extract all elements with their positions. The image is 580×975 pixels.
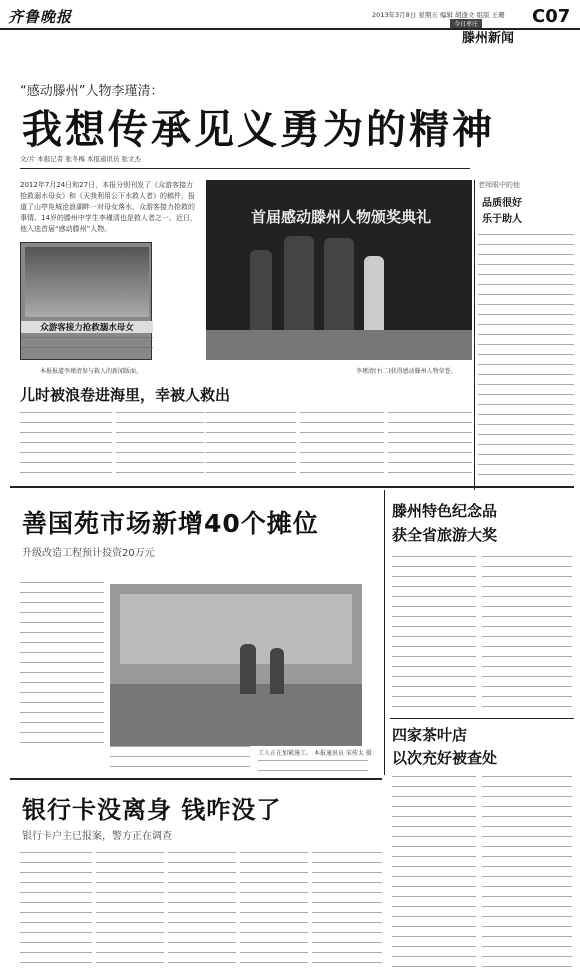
- divider: [10, 486, 574, 488]
- market-caption: 工人正在加紧施工。 本报通讯员 宋传太 摄: [258, 750, 372, 757]
- text-column: [482, 776, 572, 968]
- text-column: [206, 412, 296, 474]
- section-name: 滕州新闻: [462, 31, 515, 46]
- tea-title-1: 四家茶叶店: [392, 726, 468, 744]
- award-photo: [206, 180, 472, 360]
- text-column: [258, 760, 368, 774]
- inset-title: 众游客接力抢救溺水母女: [21, 321, 153, 333]
- person: [250, 250, 272, 330]
- inset-photo: [25, 247, 149, 317]
- lead-subhead: 儿时被浪卷进海里，幸被人救出: [20, 386, 231, 404]
- text-column: [312, 852, 382, 968]
- lead-kicker: “感动滕州”人物李瑾清：: [20, 84, 164, 99]
- sidebar-teacher: [478, 178, 574, 488]
- tea-title-2: 以次充好被查处: [392, 749, 498, 767]
- inset-text: [21, 337, 153, 357]
- text-column: [110, 746, 250, 770]
- text-column: [168, 852, 236, 968]
- sidebar-title-2: 乐于助人: [482, 214, 522, 225]
- text-column: [116, 412, 204, 474]
- lead-intro: 2012年7月24日和27日，本报分别刊发了《众游客接力抢救溺水母女》和《天我利用公下水救人者》的稿件，报道了山亭凫城沧浪湖畔一对母女落水，众游客接力抢救的事情。14岁的滕州中学生李瑾清也是救人者之一。近日，他入选首届“感动滕州”人物。: [20, 181, 197, 233]
- inset-clipping: [20, 242, 152, 360]
- page-number: C07: [532, 6, 571, 27]
- souvenir-title-1: 滕州特色纪念品: [392, 502, 498, 520]
- text-column: [482, 556, 572, 716]
- photo-caption: 李瑾清(右二)获得感动滕州人物荣誉。: [356, 368, 457, 375]
- text-column: [392, 556, 476, 716]
- lead-headline: 我想传承见义勇为的精神: [22, 107, 495, 153]
- divider: [20, 168, 470, 169]
- text-column: [240, 852, 308, 968]
- worker: [240, 644, 256, 694]
- text-column: [20, 852, 92, 968]
- person: [364, 256, 384, 330]
- bank-headline: 银行卡没离身 钱咋没了: [22, 796, 282, 824]
- lead-byline: 文/片 本报记者 张冬梅 本报通讯员 张文杰: [20, 155, 141, 163]
- divider: [10, 778, 382, 780]
- edition-info: 2013年3月8日 星期五 编辑 胡逢文 组版 王珊: [372, 11, 505, 19]
- text-column: [300, 412, 384, 474]
- market-photo: [110, 584, 362, 746]
- divider: [474, 180, 475, 490]
- market-subhead: 升级改造工程预计投资20万元: [22, 548, 155, 559]
- inset-caption: 本报报道李瑾清参与救人的新闻版面。: [40, 368, 143, 375]
- newspaper-logo: 齐鲁晚报: [8, 8, 73, 26]
- market-headline: 善国苑市场新增40个摊位: [22, 509, 319, 538]
- photo-banner: 首届感动滕州人物颁奖典礼: [250, 208, 431, 226]
- bank-subhead: 银行卡户主已报案，警方正在调查: [22, 831, 172, 842]
- divider: [390, 718, 574, 719]
- divider: [384, 490, 385, 775]
- text-column: [392, 776, 476, 968]
- worker: [270, 648, 284, 694]
- stage: [206, 330, 472, 360]
- souvenir-title-2: 获全省旅游大奖: [392, 526, 498, 544]
- sidebar-label: 老师眼中的他: [478, 181, 520, 189]
- sidebar-title-1: 品质很好: [482, 198, 522, 209]
- text-column: [96, 852, 164, 968]
- text-column: [20, 412, 112, 474]
- ground: [110, 684, 362, 746]
- text-column: [388, 412, 472, 474]
- text-column: [20, 582, 104, 752]
- sidebar-text: [478, 234, 574, 484]
- person: [284, 236, 314, 330]
- buildings: [120, 594, 352, 664]
- person: [324, 238, 354, 330]
- section-tag: 今日枣庄: [450, 19, 482, 28]
